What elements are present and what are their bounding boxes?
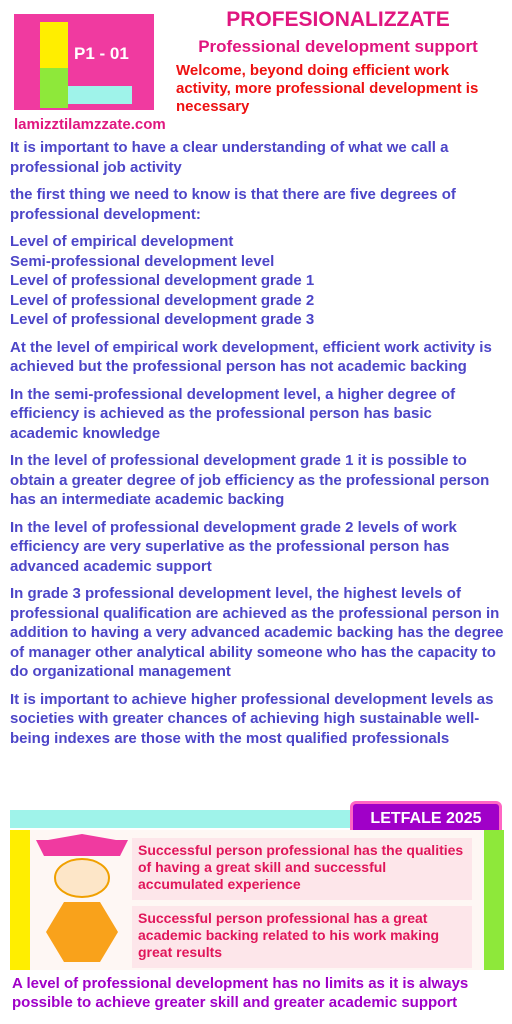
brand-banner: LETFALE 2025 — [350, 801, 502, 837]
page-subtitle: Professional development support — [198, 37, 478, 56]
list-item: Level of professional development grade 3 — [10, 311, 315, 328]
levels-list — [10, 232, 504, 330]
logo-code: P1 - 01 — [74, 44, 129, 63]
logo-green-block — [40, 68, 68, 108]
quality-card-experience: Successful person professional has the qualities of having a great skill and successful accumulated experience — [132, 838, 472, 900]
person-figure-icon — [34, 834, 130, 966]
left-yellow-bar — [10, 830, 30, 970]
list-item: Level of empirical development — [10, 233, 234, 250]
footer-text: A level of professional development has no limits as it is always possible to achieve greater skill and greater academic support — [12, 975, 469, 1011]
hat-icon — [36, 840, 128, 856]
list-item: Semi-professional development level — [10, 252, 275, 270]
important-paragraph: It is important to achieve higher professional development levels as societies with greater chances of achieving high sustainable well-being indexes are those with the most qualified professionals — [10, 690, 494, 747]
right-green-bar — [484, 830, 504, 970]
logo-cyan-block — [68, 86, 132, 104]
site-url[interactable]: lamizztilamzzate.com — [14, 116, 166, 133]
logo-yellow-block — [40, 22, 68, 68]
semi-paragraph: In the semi-professional development level, a higher degree of efficiency is achieved as the professional person has basic academic knowledge — [10, 385, 456, 442]
welcome-text: Welcome, beyond doing efficient work activity, more professional development is necessary — [176, 62, 479, 115]
body-icon — [46, 902, 118, 962]
quality-card-academic: Successful person professional has a great academic backing related to his work making great results — [132, 906, 472, 968]
grade2-paragraph: In the level of professional development grade 2 levels of work efficiency are very superlative as the professional person has advanced academic support — [10, 518, 457, 575]
cyan-band — [10, 810, 350, 828]
grade1-paragraph: In the level of professional development grade 1 it is possible to obtain a greater degree of job efficiency as the professional person has an intermediate academic backing — [10, 452, 490, 508]
logo — [14, 14, 154, 110]
page-title: PROFESIONALIZZATE — [226, 8, 450, 31]
five-degrees-paragraph: the first thing we need to know is that there are five degrees of professional development: — [10, 186, 456, 223]
list-item: Level of professional development grade 2 — [10, 291, 315, 309]
empirical-paragraph: At the level of empirical work development, efficient work activity is achieved but the professional person has not academic backing — [10, 338, 492, 375]
article-body — [10, 138, 504, 756]
intro-paragraph: It is important to have a clear understanding of what we call a professional job activity — [10, 139, 449, 176]
head-icon — [55, 859, 109, 897]
grade3-paragraph: In grade 3 professional development level, the highest levels of professional qualification are achieved as the professional person in addition to having a very advanced academic backing has the degree of manager other analytical ability someone who has the capacity to do organizational management — [10, 585, 504, 680]
list-item: Level of professional development grade 1 — [10, 272, 315, 289]
